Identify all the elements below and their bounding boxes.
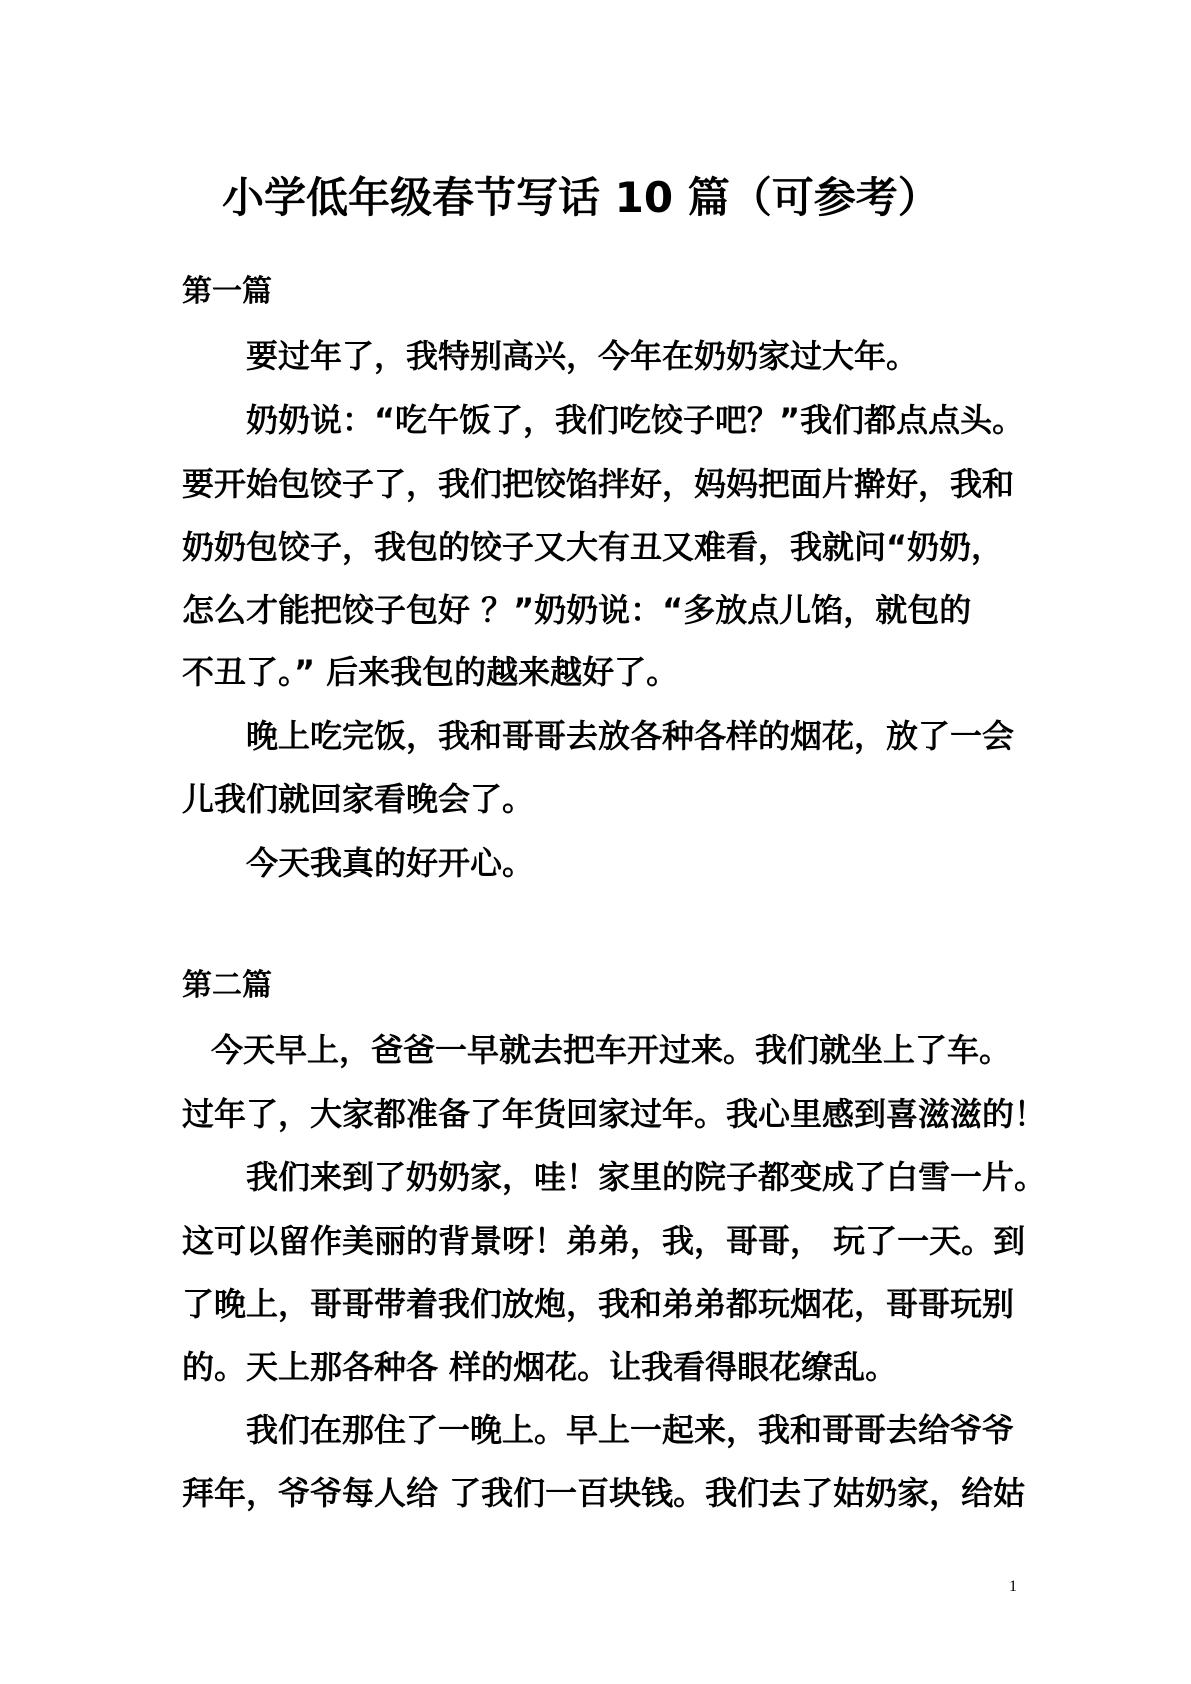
paragraph-line: 怎么才能把饺子包好 ？”奶奶说：“多放点儿馅，就包的 <box>182 591 972 629</box>
paragraph-line: 儿我们就回家看晚会了。 <box>182 780 535 818</box>
paragraph-line: 今天我真的好开心。 <box>246 844 535 882</box>
paragraph-line: 今天早上，爸爸一早就去把车开过来。我们就坐上了车。 <box>211 1031 1012 1069</box>
paragraph-line: 晚上吃完饭，我和哥哥去放各种各样的烟花，放了一会 <box>246 717 1015 755</box>
paragraph-line: 的。天上那各种各 样的烟花。让我看得眼花缭乱。 <box>182 1348 898 1386</box>
paragraph-line: 不丑了。” 后来我包的越来越好了。 <box>182 653 679 691</box>
section-heading: 第二篇 <box>182 968 272 1003</box>
paragraph-line: 我们在那住了一晚上。早上一起来，我和哥哥去给爷爷 <box>246 1411 1015 1449</box>
page-number: 1 <box>1009 1578 1017 1595</box>
paragraph-line: 拜年，爷爷每人给 了我们一百块钱。我们去了姑奶家，给姑 <box>182 1474 1026 1512</box>
paragraph-line: 了晚上，哥哥带着我们放炮，我和弟弟都玩烟花，哥哥玩别 <box>182 1285 1015 1323</box>
paragraph-line: 要过年了，我特别高兴，今年在奶奶家过大年。 <box>246 337 919 375</box>
paragraph-line: 奶奶说：“吃午饭了，我们吃饺子吧？”我们都点点头。 <box>246 401 1025 439</box>
document-title: 小学低年级春节写话 10 篇（可参考） <box>222 173 940 222</box>
paragraph-line: 过年了，大家都准备了年货回家过年。我心里感到喜滋滋的！ <box>182 1095 1047 1133</box>
paragraph-line: 要开始包饺子了，我们把饺馅拌好，妈妈把面片擀好，我和 <box>182 465 1015 503</box>
paragraph-line: 我们来到了奶奶家，哇！家里的院子都变成了白雪一片。 <box>246 1158 1047 1196</box>
paragraph-line: 奶奶包饺子，我包的饺子又大有丑又难看，我就问“奶奶， <box>182 528 1004 566</box>
paragraph-line: 这可以留作美丽的背景呀！弟弟，我，哥哥， 玩了一天。到 <box>182 1222 1026 1260</box>
section-heading: 第一篇 <box>182 274 272 309</box>
